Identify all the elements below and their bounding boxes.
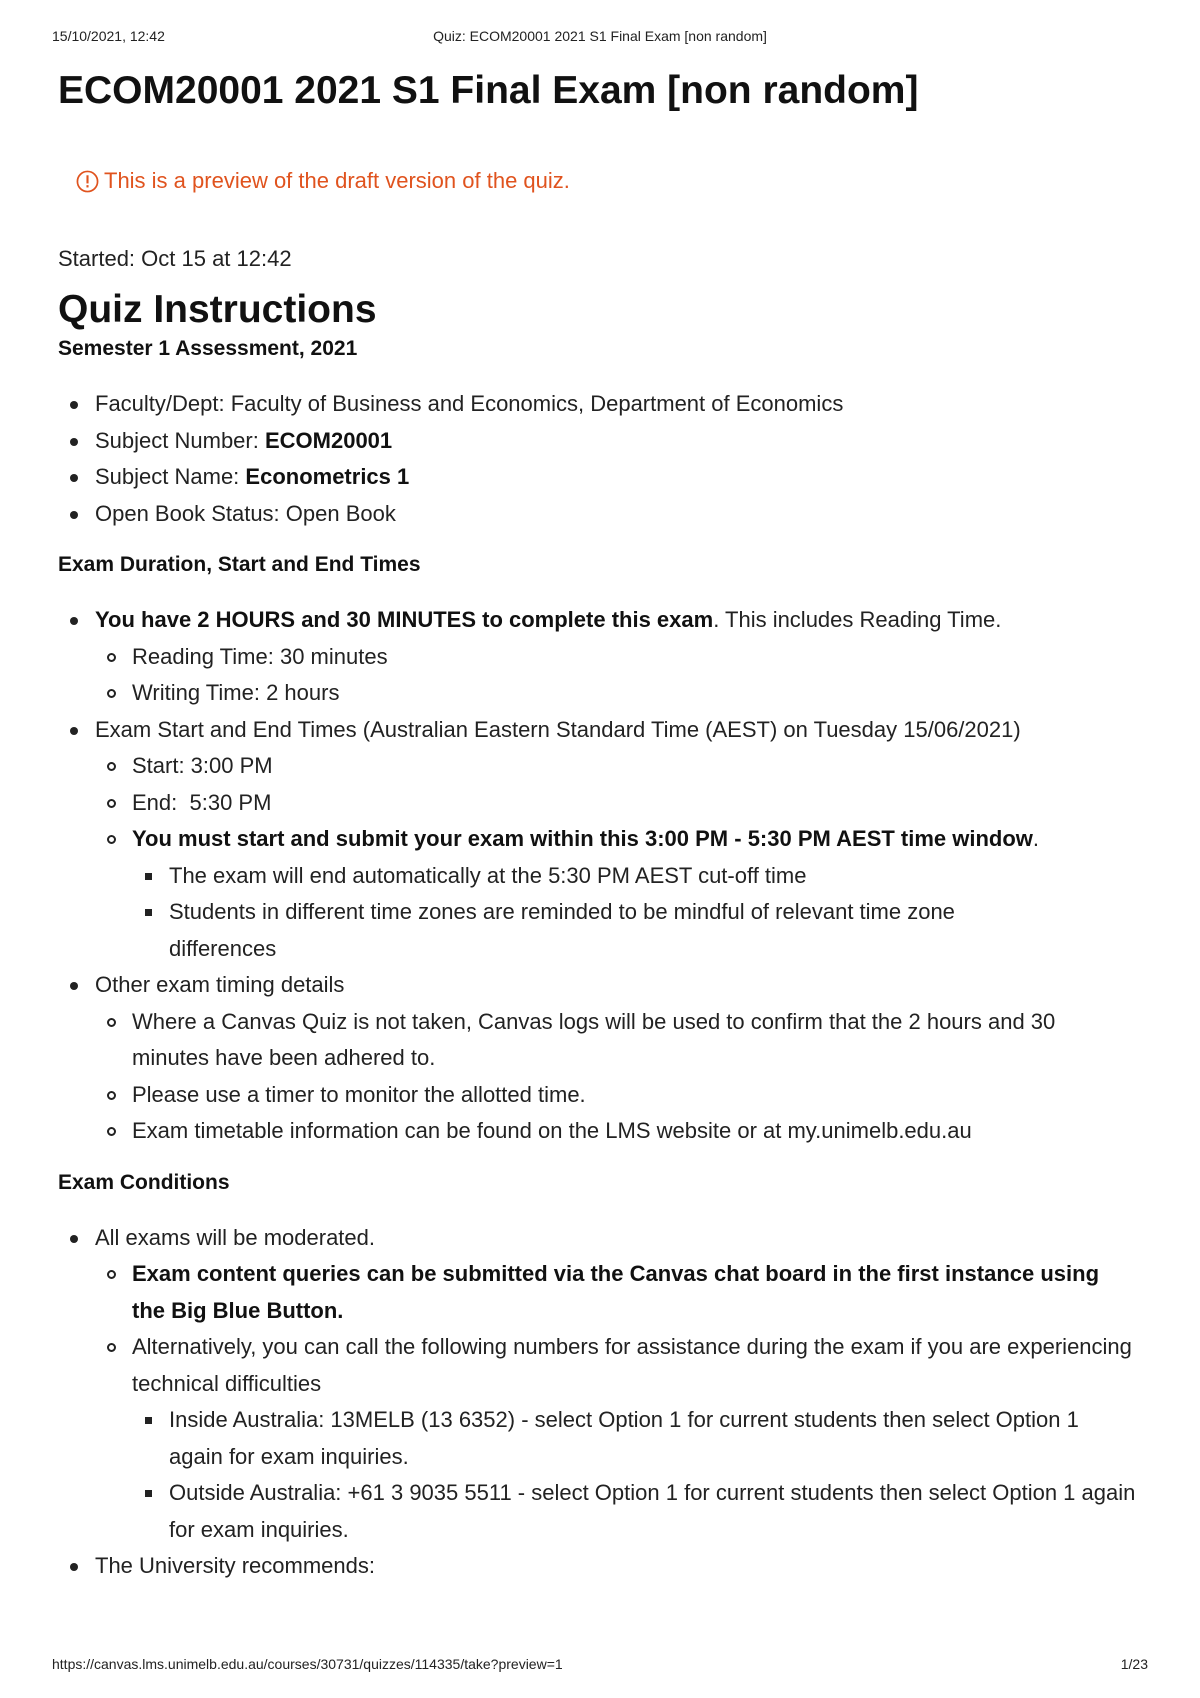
list-item: The exam will end automatically at the 5:30 PM AEST cut-off time	[132, 858, 1138, 895]
instructions-heading: Quiz Instructions	[58, 288, 377, 331]
list-item: Outside Australia: +61 3 9035 5511 - select Option 1 for current students then select Option 1 again for exam inquiries.	[132, 1475, 1138, 1548]
semester-heading: Semester 1 Assessment, 2021	[58, 337, 358, 360]
subject-details-list	[58, 386, 1138, 532]
list-item: Faculty/Dept: Faculty of Business and Economics, Department of Economics	[58, 386, 1138, 423]
list-item: End: 5:30 PM	[95, 785, 1138, 822]
started-timestamp: Started: Oct 15 at 12:42	[58, 246, 292, 271]
print-footer	[52, 1656, 1148, 1676]
list-item: Other exam timing details Where a Canvas Quiz is not taken, Canvas logs will be used to confirm that the 2 hours and 30 minutes have been adhered to. Please use a timer to monitor the allotted time. Exam timetable information can be found on the LMS website or at my.unimelb.edu.au	[58, 967, 1138, 1150]
list-item: Where a Canvas Quiz is not taken, Canvas logs will be used to confirm that the 2 hours and 30 minutes have been adhered to.	[95, 1004, 1138, 1077]
list-item: Start: 3:00 PM	[95, 748, 1138, 785]
list-item: Subject Number: ECOM20001	[58, 423, 1138, 460]
preview-notice	[76, 166, 1138, 196]
conditions-list	[58, 1220, 1138, 1585]
list-item: Open Book Status: Open Book	[58, 496, 1138, 533]
list-item: Reading Time: 30 minutes	[95, 639, 1138, 676]
preview-notice-text: This is a preview of the draft version of the quiz.	[104, 168, 570, 193]
conditions-heading: Exam Conditions	[58, 1170, 230, 1194]
list-item: Students in different time zones are reminded to be mindful of relevant time zone differences	[132, 894, 1138, 967]
duration-list	[58, 602, 1138, 1150]
list-item: The University recommends:	[58, 1548, 1138, 1585]
list-item: Writing Time: 2 hours	[95, 675, 1138, 712]
list-item: Alternatively, you can call the following numbers for assistance during the exam if you are experiencing technical difficulties Inside Australia: 13MELB (13 6352) - select Option 1 for current students then select Option 1 again for exam inquiries. Outside Australia: +61 3 9035 5511 - select Option 1 for current students then select Option 1 again for exam inquiries.	[95, 1329, 1138, 1548]
list-item: You must start and submit your exam within this 3:00 PM - 5:30 PM AEST time window. The exam will end automatically at the 5:30 PM AEST cut-off time Students in different time zones are reminded to be mindful of relevant time zone differences	[95, 821, 1138, 967]
list-item: Exam timetable information can be found on the LMS website or at my.unimelb.edu.au	[95, 1113, 1138, 1150]
page-number: 1/23	[1120, 1656, 1148, 1672]
print-url: https://canvas.lms.unimelb.edu.au/courses/30731/quizzes/114335/take?preview=1	[52, 1656, 563, 1672]
list-item: Exam content queries can be submitted via the Canvas chat board in the first instance using the Big Blue Button.	[95, 1256, 1138, 1329]
print-date: 15/10/2021, 12:42	[52, 28, 165, 44]
list-item: Exam Start and End Times (Australian Eastern Standard Time (AEST) on Tuesday 15/06/2021) Start: 3:00 PM End: 5:30 PM You must start and submit your exam within this 3:00 PM - 5:30 PM AEST time window. The exam will end automatically at the 5:30 PM AEST cut-off time Students in different time zones are reminded to be mindful of relevant time zone differences	[58, 712, 1138, 968]
page-title: ECOM20001 2021 S1 Final Exam [non random]	[58, 69, 919, 112]
print-header	[52, 28, 1148, 48]
list-item: All exams will be moderated. Exam content queries can be submitted via the Canvas chat board in the first instance using the Big Blue Button. Alternatively, you can call the following numbers for assistance during the exam if you are experiencing technical difficulties Inside Australia: 13MELB (13 6352) - select Option 1 for current students then select Option 1 again for exam inquiries. Outside Australia: +61 3 9035 5511 - select Option 1 for current students then select Option 1 again for exam inquiries.	[58, 1220, 1138, 1549]
warning-icon	[76, 170, 99, 193]
subject-number: ECOM20001	[264, 427, 393, 453]
list-item: Please use a timer to monitor the allotted time.	[95, 1077, 1138, 1114]
list-item: Subject Name: Econometrics 1	[58, 459, 1138, 496]
list-item: Inside Australia: 13MELB (13 6352) - select Option 1 for current students then select Option 1 again for exam inquiries.	[132, 1402, 1138, 1475]
duration-heading: Exam Duration, Start and End Times	[58, 553, 421, 576]
list-item: You have 2 HOURS and 30 MINUTES to complete this exam. This includes Reading Time. Reading Time: 30 minutes Writing Time: 2 hours	[58, 602, 1138, 712]
quiz-content	[58, 64, 1138, 1603]
print-doc-title: Quiz: ECOM20001 2021 S1 Final Exam [non random]	[433, 28, 767, 44]
subject-name: Econometrics 1	[245, 464, 410, 489]
